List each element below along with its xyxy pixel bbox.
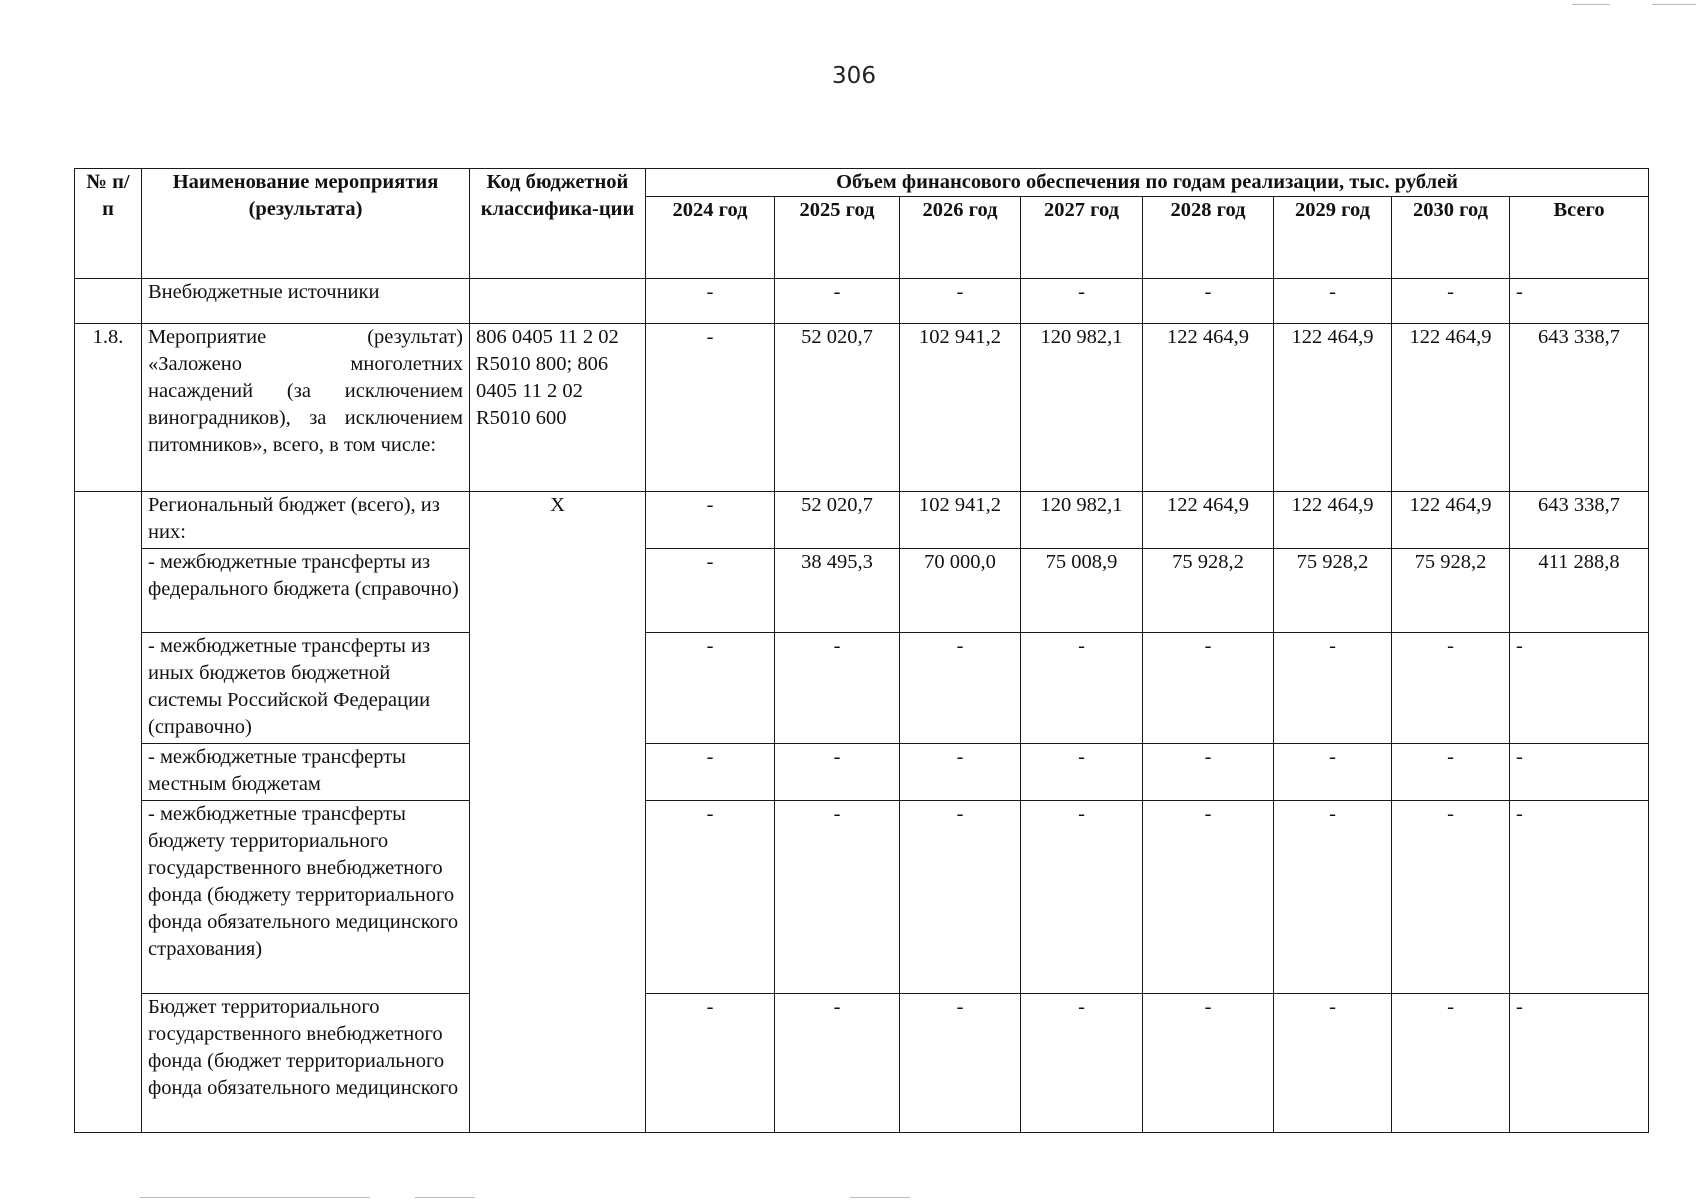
header-total: Всего — [1510, 197, 1649, 279]
value-cell: 122 464,9 — [1143, 492, 1274, 549]
value-cell: 52 020,7 — [775, 492, 900, 549]
value-cell: - — [1392, 279, 1510, 324]
table-row — [75, 744, 1649, 801]
scan-artifact — [415, 1197, 475, 1198]
value-cell: 102 941,2 — [900, 492, 1021, 549]
row-number — [75, 492, 142, 1133]
table-row — [75, 324, 1649, 492]
value-cell: - — [646, 492, 775, 549]
value-cell: - — [1021, 744, 1143, 801]
value-cell: 38 495,3 — [775, 549, 900, 633]
header-num: № п/п — [75, 169, 142, 279]
header-financing-group: Объем финансового обеспечения по годам реализации, тыс. рублей — [646, 169, 1649, 197]
row-name: - межбюджетные трансферты из федерального бюджета (справочно) — [142, 549, 470, 633]
value-cell: - — [1021, 994, 1143, 1133]
row-code: Х — [470, 492, 646, 1133]
table-row — [75, 549, 1649, 633]
value-cell: - — [1143, 279, 1274, 324]
value-cell: - — [1143, 801, 1274, 994]
value-cell: - — [1143, 633, 1274, 744]
value-cell: - — [900, 744, 1021, 801]
scan-artifact — [1652, 4, 1696, 5]
row-name: Мероприятие (результат) «Заложено многолетних насаждений (за исключением виноградников), за исключением питомников», всего, в том числе: — [142, 324, 470, 492]
value-cell: 122 464,9 — [1392, 324, 1510, 492]
financing-table — [74, 168, 1649, 1133]
value-cell: - — [1392, 633, 1510, 744]
value-cell: - — [646, 279, 775, 324]
value-cell: - — [1021, 279, 1143, 324]
header-year: 2025 год — [775, 197, 900, 279]
value-cell: - — [646, 633, 775, 744]
value-cell: 52 020,7 — [775, 324, 900, 492]
value-cell: - — [775, 744, 900, 801]
value-cell: - — [1021, 801, 1143, 994]
value-cell-total: - — [1510, 801, 1649, 994]
row-number: 1.8. — [75, 324, 142, 492]
table-row — [75, 279, 1649, 324]
value-cell: - — [900, 633, 1021, 744]
row-code — [470, 279, 646, 324]
value-cell: 120 982,1 — [1021, 492, 1143, 549]
value-cell: - — [775, 994, 900, 1133]
value-cell: - — [775, 279, 900, 324]
value-cell: - — [1274, 744, 1392, 801]
value-cell-total: - — [1510, 633, 1649, 744]
value-cell: - — [1274, 801, 1392, 994]
value-cell: - — [1274, 994, 1392, 1133]
row-name: Бюджет территориального государственного внебюджетного фонда (бюджет территориального фонда обязательного медицинского — [142, 994, 470, 1133]
value-cell: - — [1392, 744, 1510, 801]
value-cell: - — [1021, 633, 1143, 744]
value-cell: - — [900, 279, 1021, 324]
row-name: - межбюджетные трансферты местным бюджетам — [142, 744, 470, 801]
row-number — [75, 279, 142, 324]
value-cell: - — [900, 801, 1021, 994]
row-name: Региональный бюджет (всего), из них: — [142, 492, 470, 549]
table-row — [75, 801, 1649, 994]
value-cell: - — [1274, 633, 1392, 744]
value-cell-total: 411 288,8 — [1510, 549, 1649, 633]
header-name: Наименование мероприятия (результата) — [142, 169, 470, 279]
header-year: 2028 год — [1143, 197, 1274, 279]
value-cell-total: - — [1510, 279, 1649, 324]
header-year: 2027 год — [1021, 197, 1143, 279]
value-cell-total: 643 338,7 — [1510, 492, 1649, 549]
value-cell: - — [646, 801, 775, 994]
value-cell: - — [1143, 994, 1274, 1133]
header-code: Код бюджетной классифика-ции — [470, 169, 646, 279]
row-name: - межбюджетные трансферты из иных бюджетов бюджетной системы Российской Федерации (справочно) — [142, 633, 470, 744]
header-year: 2026 год — [900, 197, 1021, 279]
value-cell: 75 928,2 — [1392, 549, 1510, 633]
value-cell: 70 000,0 — [900, 549, 1021, 633]
value-cell: 75 928,2 — [1143, 549, 1274, 633]
value-cell: 120 982,1 — [1021, 324, 1143, 492]
value-cell: - — [775, 801, 900, 994]
value-cell: 122 464,9 — [1274, 324, 1392, 492]
scan-artifact — [140, 1197, 370, 1198]
value-cell: 75 008,9 — [1021, 549, 1143, 633]
value-cell: - — [646, 324, 775, 492]
header-year: 2029 год — [1274, 197, 1392, 279]
value-cell-total: 643 338,7 — [1510, 324, 1649, 492]
row-name: Внебюджетные источники — [142, 279, 470, 324]
header-year: 2030 год — [1392, 197, 1510, 279]
header-row-top — [75, 169, 1649, 197]
scan-artifact — [1572, 4, 1610, 5]
value-cell-total: - — [1510, 744, 1649, 801]
value-cell: - — [1392, 801, 1510, 994]
value-cell: 122 464,9 — [1392, 492, 1510, 549]
table-row — [75, 994, 1649, 1133]
row-name: - межбюджетные трансферты бюджету территориального государственного внебюджетного фонда (бюджету территориального фонда обязательного медицинского страхования) — [142, 801, 470, 994]
value-cell: - — [646, 994, 775, 1133]
scan-artifact — [850, 1197, 910, 1198]
table-row — [75, 492, 1649, 549]
value-cell: 102 941,2 — [900, 324, 1021, 492]
value-cell: 122 464,9 — [1143, 324, 1274, 492]
value-cell: 122 464,9 — [1274, 492, 1392, 549]
value-cell: 75 928,2 — [1274, 549, 1392, 633]
value-cell: - — [775, 633, 900, 744]
value-cell: - — [1274, 279, 1392, 324]
value-cell-total: - — [1510, 994, 1649, 1133]
value-cell: - — [646, 744, 775, 801]
value-cell: - — [1143, 744, 1274, 801]
header-year: 2024 год — [646, 197, 775, 279]
value-cell: - — [646, 549, 775, 633]
page-number: 306 — [832, 63, 876, 89]
row-code: 806 0405 11 2 02 R5010 800; 806 0405 11 2 02 R5010 600 — [470, 324, 646, 492]
table-row — [75, 633, 1649, 744]
value-cell: - — [900, 994, 1021, 1133]
value-cell: - — [1392, 994, 1510, 1133]
